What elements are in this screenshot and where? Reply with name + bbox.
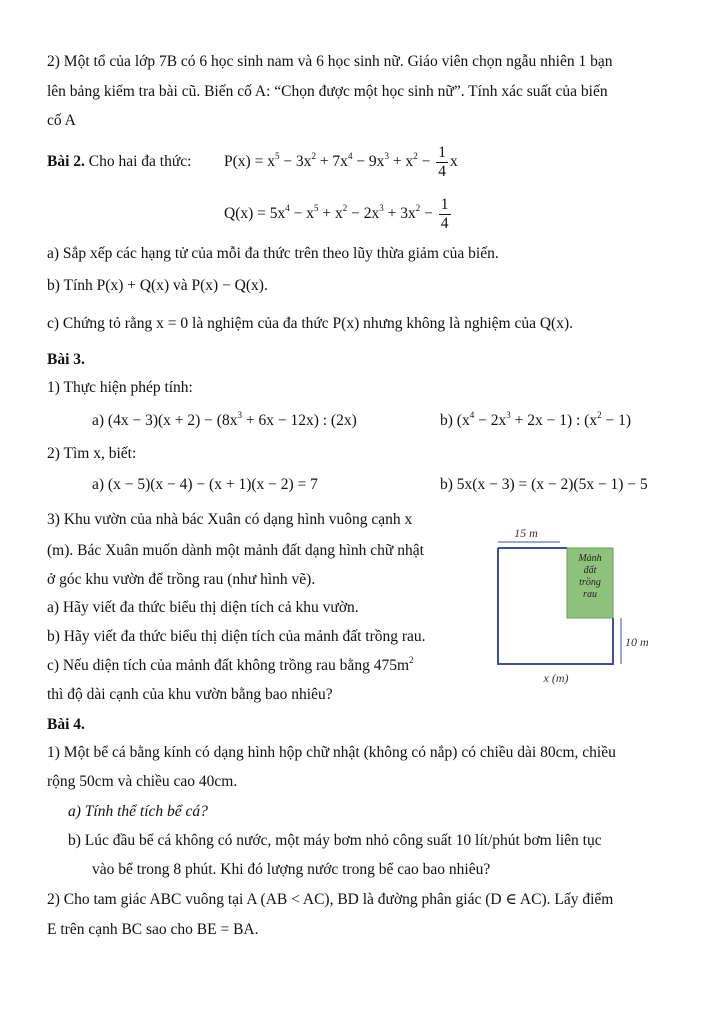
text-line: a) Hãy viết đa thức biểu thị diện tích cả khu vườn. — [47, 599, 359, 616]
label-15m: 15 m — [514, 526, 538, 540]
text-line: a) Sắp xếp các hạng tử của mỗi đa thức trên theo lũy thừa giảm của biến. — [47, 245, 499, 262]
bai2-intro: Cho hai đa thức: — [84, 153, 192, 170]
P-lhs: P(x) = — [224, 153, 268, 171]
text-line: 1) Một bể cá bằng kính có dạng hình hộp chữ nhật (không có nắp) có chiều dài 80cm, chiều — [47, 744, 616, 761]
fraction: $\frac{1}{4}$ — [440, 196, 449, 232]
expr-1a: a) $(4x - 3)(x + 2) - (8x^3 + 6x - 12x)$ : (2x) — [92, 410, 357, 429]
fraction: $\frac{1}{4}$ — [438, 144, 446, 180]
text-line: c) Chứng tỏ rằng x = 0 là nghiệm của đa thức P(x) nhưng không là nghiệm của Q(x). — [47, 315, 573, 332]
veg-label-3: trồng — [579, 577, 601, 588]
label-x: x (m) — [543, 671, 569, 685]
text-line: E trên cạnh BC sao cho BE = BA. — [47, 921, 259, 938]
veg-label-2: đất — [583, 565, 597, 576]
bai4-title: Bài 4. — [47, 716, 85, 733]
bai2-heading — [47, 152, 191, 172]
text-line: 2) Tìm x, biết: — [47, 445, 137, 462]
text-line: 1) Thực hiện phép tính: — [47, 379, 193, 396]
text-line: cố A — [47, 112, 76, 129]
text-line: 2) Cho tam giác ABC vuông tại A (AB < AC), BD là đường phân giác (D ∈ AC). Lấy điểm — [47, 891, 614, 908]
text-line: vào bể trong 8 phút. Khi đó lượng nước trong bể cao bao nhiêu? — [92, 861, 491, 878]
garden-figure — [488, 522, 668, 692]
text-line: b) Tính P(x) + Q(x) và P(x) − Q(x). — [47, 277, 268, 294]
text-line: b) Lúc đầu bể cá không có nước, một máy bơm nhỏ công suất 10 lít/phút bơm liên tục — [68, 832, 602, 849]
text-line: lên bảng kiểm tra bài cũ. Biến cố A: “Chọn được một học sinh nữ”. Tính xác suất của biến — [47, 83, 608, 100]
Q-lhs: Q(x) = — [224, 205, 270, 223]
text-line: thì độ dài cạnh của khu vườn bằng bao nhiêu? — [47, 686, 333, 703]
expr-2a: a) (x − 5)(x − 4) − (x + 1)(x − 2) = 7 — [92, 476, 318, 493]
polynomial-P: $P(x) = x^5 - 3x^2 + 7x^4 - 9x^3 + x^2$ − $\frac{1}{4}$ x — [224, 144, 458, 180]
bai3-title: Bài 3. — [47, 351, 85, 368]
veg-label-1: Mảnh — [578, 553, 602, 564]
text-line: c) Nếu diện tích của mảnh đất không trồng rau bằng $475m^2$ — [47, 655, 414, 674]
text-line: (m). Bác Xuân muốn dành một mảnh đất dạng hình chữ nhật — [47, 542, 424, 559]
bai2-title: Bài 2. — [47, 153, 85, 170]
text-line: a) Tính thể tích bể cá? — [68, 803, 208, 820]
text-line: ở góc khu vườn để trồng rau (như hình vẽ). — [47, 571, 316, 588]
expr-1b: b) $(x^4 - 2x^3 + 2x - 1)$ : $(x^2 - 1)$ — [440, 410, 631, 429]
text-line: 3) Khu vườn của nhà bác Xuân có dạng hình vuông cạnh x — [47, 511, 413, 528]
polynomial-Q: $Q(x) = 5x^4 - x^5 + x^2 - 2x^3 + 3x^2$ − $\frac{1}{4}$ — [224, 196, 449, 232]
expr-2b: b) 5x(x − 3) = (x − 2)(5x − 1) − 5 — [440, 476, 648, 493]
P-tail: x — [449, 153, 458, 171]
label-10m: 10 m — [625, 635, 649, 649]
veg-label-4: rau — [583, 589, 597, 600]
text-line: rộng 50cm và chiều cao 40cm. — [47, 773, 238, 790]
text-line: b) Hãy viết đa thức biểu thị diện tích của mảnh đất trồng rau. — [47, 628, 426, 645]
text-line: 2) Một tổ của lớp 7B có 6 học sinh nam và 6 học sinh nữ. Giáo viên chọn ngẫu nhiên 1 bạn — [47, 53, 613, 70]
